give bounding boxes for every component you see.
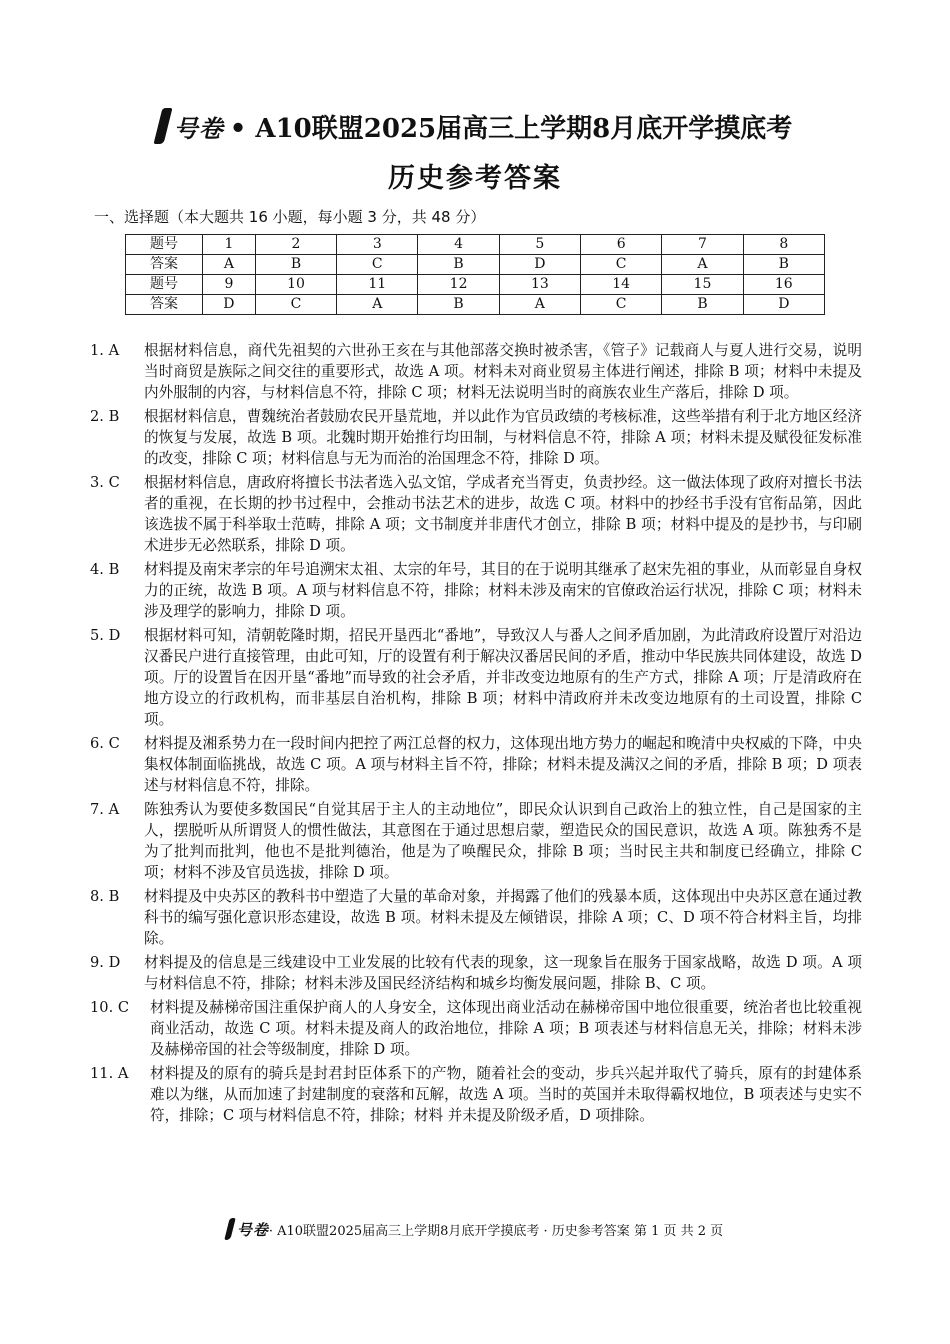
item-explanation: 材料提及赫梯帝国注重保护商人的人身安全，这体现出商业活动在赫梯帝国中地位很重要，统治者也比较重视商业活动，故选 C 项。材料未提及商人的政治地位，排除 A 项；B 项表述与材料信息无关，排除；材料未涉及赫梯帝国的社会等级制度，排除 D 项。: [150, 999, 862, 1058]
table-cell-answer: D: [203, 295, 256, 315]
item-number-answer: 4. B: [90, 561, 120, 578]
table-cell-question: 5: [499, 235, 580, 255]
item-number-answer: 2. B: [90, 408, 120, 425]
table-cell-question: 6: [581, 235, 662, 255]
table-row-label: 题号: [126, 275, 203, 295]
table-cell-answer: C: [581, 255, 662, 275]
table-row-answers: [126, 295, 825, 315]
table-row-answers: [126, 255, 825, 275]
table-row-label: 题号: [126, 235, 203, 255]
table-cell-question: 1: [203, 235, 256, 255]
table-cell-question: 13: [499, 275, 580, 295]
footer-brush-icon: [224, 1218, 235, 1240]
table-cell-question: 16: [743, 275, 824, 295]
item-explanation: 材料提及湘系势力在一段时间内把控了两江总督的权力，这体现出地方势力的崛起和晚清中央权威的下降，中央集权体制面临挑战，故选 C 项。A 项与材料主旨不符，排除；材料未提及满汉之间的矛盾，排除 B 项；D 项表述与材料信息不符，排除。: [144, 735, 862, 794]
brand-text: 号卷: [173, 113, 224, 143]
table-cell-answer: A: [499, 295, 580, 315]
table-cell-question: 12: [418, 275, 499, 295]
item-number-answer: 8. B: [90, 888, 120, 905]
table-cell-question: 8: [743, 235, 824, 255]
list-item: [90, 559, 862, 622]
table-row-label: 答案: [126, 255, 203, 275]
item-explanation: 材料提及中央苏区的教科书中塑造了大量的革命对象，并揭露了他们的残暴本质，这体现出中央苏区意在通过教科书的编写强化意识形态建设，故选 B 项。材料未提及左倾错误，排除 A 项；C、D 项不符合材料主旨，均排除。: [144, 888, 862, 947]
item-explanation: 材料提及的信息是三线建设中工业发展的比较有代表的现象，这一现象旨在服务于国家战略，故选 D 项。A 项与材料信息不符，排除；材料未涉及国民经济结构和城乡均衡发展问题，排除 B、C 项。: [144, 954, 862, 992]
item-explanation: 根据材料信息，曹魏统治者鼓励农民开垦荒地，并以此作为官员政绩的考核标准，这些举措有利于北方地区经济的恢复与发展，故选 B 项。北魏时期开始推行均田制，与材料信息不符，排除 A 项；材料未提及赋役征发标准的改变，排除 C 项；材料信息与无为而治的治国理念不符，排除 D 项。: [144, 408, 862, 467]
item-explanation: 材料提及的原有的骑兵是封君封臣体系下的产物，随着社会的变动，步兵兴起并取代了骑兵，原有的封建体系难以为继，从而加速了封建制度的衰落和瓦解，故选 A 项。当时的英国并未取得霸权地位，B 项表述与史实不符，排除；C 项与材料信息不符，排除；材料 并未提及阶级矛盾，D 项排除。: [150, 1065, 862, 1124]
table-cell-question: 15: [662, 275, 743, 295]
item-explanation: 根据材料信息，唐政府将擅长书法者选入弘文馆，学成者充当胥吏，负责抄经。这一做法体现了政府对擅长书法者的重视，在长期的抄书过程中，会推动书法艺术的进步，故选 C 项。材料中的抄经书手没有官衔品第，因此该选拔不属于科举取士范畴，排除 A 项；文书制度并非唐代才创立，排除 B 项；材料中提及的是抄书，与印刷术进步无必然联系，排除 D 项。: [144, 474, 862, 554]
table-cell-question: 7: [662, 235, 743, 255]
table-cell-question: 10: [255, 275, 336, 295]
table-row-question-numbers: [126, 275, 825, 295]
brand-brush-icon: [153, 108, 172, 144]
brand-logo: [158, 108, 224, 144]
table-cell-answer: D: [743, 295, 824, 315]
list-item: [90, 733, 862, 796]
section-heading: 一、选择题（本大题共 16 小题，每小题 3 分，共 48 分）: [94, 208, 486, 226]
page-subtitle: 历史参考答案: [388, 163, 562, 194]
answer-table: [125, 234, 825, 315]
table-cell-question: 4: [418, 235, 499, 255]
item-number-answer: 11. A: [90, 1065, 129, 1082]
table-cell-question: 11: [337, 275, 418, 295]
table-cell-answer: B: [418, 255, 499, 275]
list-item: [90, 952, 862, 994]
item-number-answer: 1. A: [90, 342, 120, 359]
item-number-answer: 5. D: [90, 627, 121, 644]
table-cell-answer: D: [499, 255, 580, 275]
item-number-answer: 9. D: [90, 954, 121, 971]
table-cell-answer: B: [255, 255, 336, 275]
title-row: [0, 104, 950, 148]
table-cell-question: 2: [255, 235, 336, 255]
list-item: [90, 886, 862, 949]
table-cell-answer: B: [662, 295, 743, 315]
table-cell-question: 9: [203, 275, 256, 295]
list-item: [90, 625, 862, 730]
table-cell-answer: A: [203, 255, 256, 275]
item-number-answer: 7. A: [90, 801, 120, 818]
item-explanation: 陈独秀认为要使多数国民“自觉其居于主人的主动地位”，即民众认识到自己政治上的独立性，自己是国家的主人，摆脱听从所谓贤人的惯性做法，其意图在于通过思想启蒙，塑造民众的国民意识，故选 A 项。陈独秀不是为了批判而批判，他也不是批判德治，他是为了唤醒民众，排除 B 项；当时民主共和制度已经确立，排除 C 项；材料不涉及官员选拔，排除 D 项。: [144, 801, 862, 881]
item-explanation: 根据材料信息，商代先祖契的六世孙王亥在与其他部落交换时被杀害，《管子》记载商人与夏人进行交易，说明当时商贸是族际之间交往的重要形式，故选 A 项。材料未对商业贸易主体进行阐述，排除 B 项；材料中未提及内外服制的内容，与材料信息不符，排除 C 项；材料无法说明当时的商族农业生产落后，排除 D 项。: [144, 342, 862, 401]
table-row-label: 答案: [126, 295, 203, 315]
page-title: • A10联盟2025届高三上学期8月底开学摸底考: [229, 113, 793, 144]
table-cell-answer: C: [581, 295, 662, 315]
item-explanation: 根据材料可知，清朝乾隆时期，招民开垦西北“番地”，导致汉人与番人之间矛盾加剧，为此清政府设置厅对沿边汉番民户进行直接管理，由此可知，厅的设置有利于解决汉番居民间的矛盾，推动中华民族共同体建设，故选 D 项。厅的设置旨在因开垦“番地”而导致的社会矛盾，并非改变边地原有的生产方式，排除 A 项；厅是清政府在地方设立的行政机构，而非基层自治机构，排除 B 项；材料中清政府并未改变边地原有的土司设置，排除 C 项。: [144, 627, 862, 728]
explanation-list: [90, 340, 862, 1129]
table-cell-answer: A: [337, 295, 418, 315]
list-item: [90, 997, 862, 1060]
list-item: [90, 1063, 862, 1126]
table-cell-answer: C: [337, 255, 418, 275]
table-cell-answer: C: [255, 295, 336, 315]
item-number-answer: 10. C: [90, 999, 130, 1016]
list-item: [90, 799, 862, 883]
item-number-answer: 3. C: [90, 474, 120, 491]
table-cell-answer: A: [662, 255, 743, 275]
table-cell-question: 3: [337, 235, 418, 255]
table-cell-answer: B: [418, 295, 499, 315]
list-item: [90, 472, 862, 556]
footer-brand-text: 号卷: [236, 1220, 269, 1239]
list-item: [90, 340, 862, 403]
table-row-question-numbers: [126, 235, 825, 255]
table-cell-question: 14: [581, 275, 662, 295]
table-cell-answer: B: [743, 255, 824, 275]
list-item: [90, 406, 862, 469]
page-footer: [0, 1214, 950, 1244]
footer-text: · A10联盟2025届高三上学期8月底开学摸底考 · 历史参考答案 第 1 页 共 2 页: [268, 1223, 724, 1239]
item-number-answer: 6. C: [90, 735, 120, 752]
item-explanation: 材料提及南宋孝宗的年号追溯宋太祖、太宗的年号，其目的在于说明其继承了赵宋先祖的事业，从而彰显自身权力的正统，故选 B 项。A 项与材料信息不符，排除；材料未涉及南宋的官僚政治运行状况，排除 C 项；材料未涉及理学的影响力，排除 D 项。: [144, 561, 862, 620]
